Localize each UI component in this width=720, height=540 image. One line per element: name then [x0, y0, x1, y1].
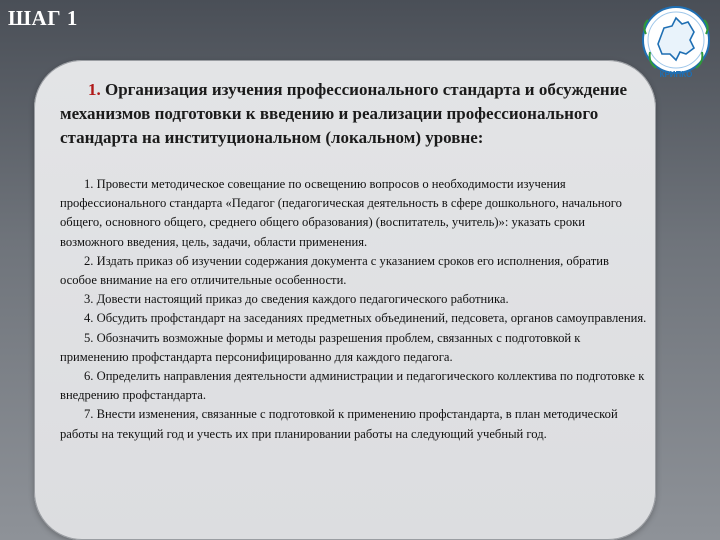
heading-number: 1. [88, 80, 101, 99]
list-item: 3. Довести настоящий приказ до сведения каждого педагогического работника. [84, 292, 509, 307]
logo [636, 4, 716, 84]
list-item: 7. Внести изменения, связанные с подготовкой к применению профстандарта, в план методической работы на текущий год и учесть их при планировании работы на следующий учебный год. [60, 407, 618, 441]
list-item: 5. Обозначить возможные формы и методы разрешения проблем, связанных с подготовкой к применению профстандарта персонифицированно для каждого педагога. [60, 330, 581, 364]
action-list [60, 175, 648, 444]
list-item: 6. Определить направления деятельности администрации и педагогического коллектива по подготовке к внедрению профстандарта. [60, 369, 645, 403]
list-item: 4. Обсудить профстандарт на заседаниях предметных объединений, педсовета, органов самоуправления. [84, 311, 647, 326]
slide-title: ШАГ 1 [8, 6, 78, 30]
list-item: 2. Издать приказ об изучении содержания документа с указанием сроков его исполнения, обратив особое внимание на его отличительные особенности. [60, 253, 609, 288]
heading-text: Организация изучения профессионального стандарта и обсуждение механизмов подготовки к введению и реализации профессионального стандарта на институциональном (локальном) уровне: [60, 80, 628, 147]
step-heading [60, 78, 640, 150]
logo-text: КРИПКО [659, 70, 693, 79]
list-item: 1. Провести методическое совещание по освещению вопросов о необходимости изучения профессионального стандарта «Педагог (педагогическая деятельность в сфере дошкольного, начального общего, основного общего, среднего общего образования) (воспитатель, учитель)»: указать сроки возможного введения, цель, задачи, области применения. [60, 177, 622, 249]
